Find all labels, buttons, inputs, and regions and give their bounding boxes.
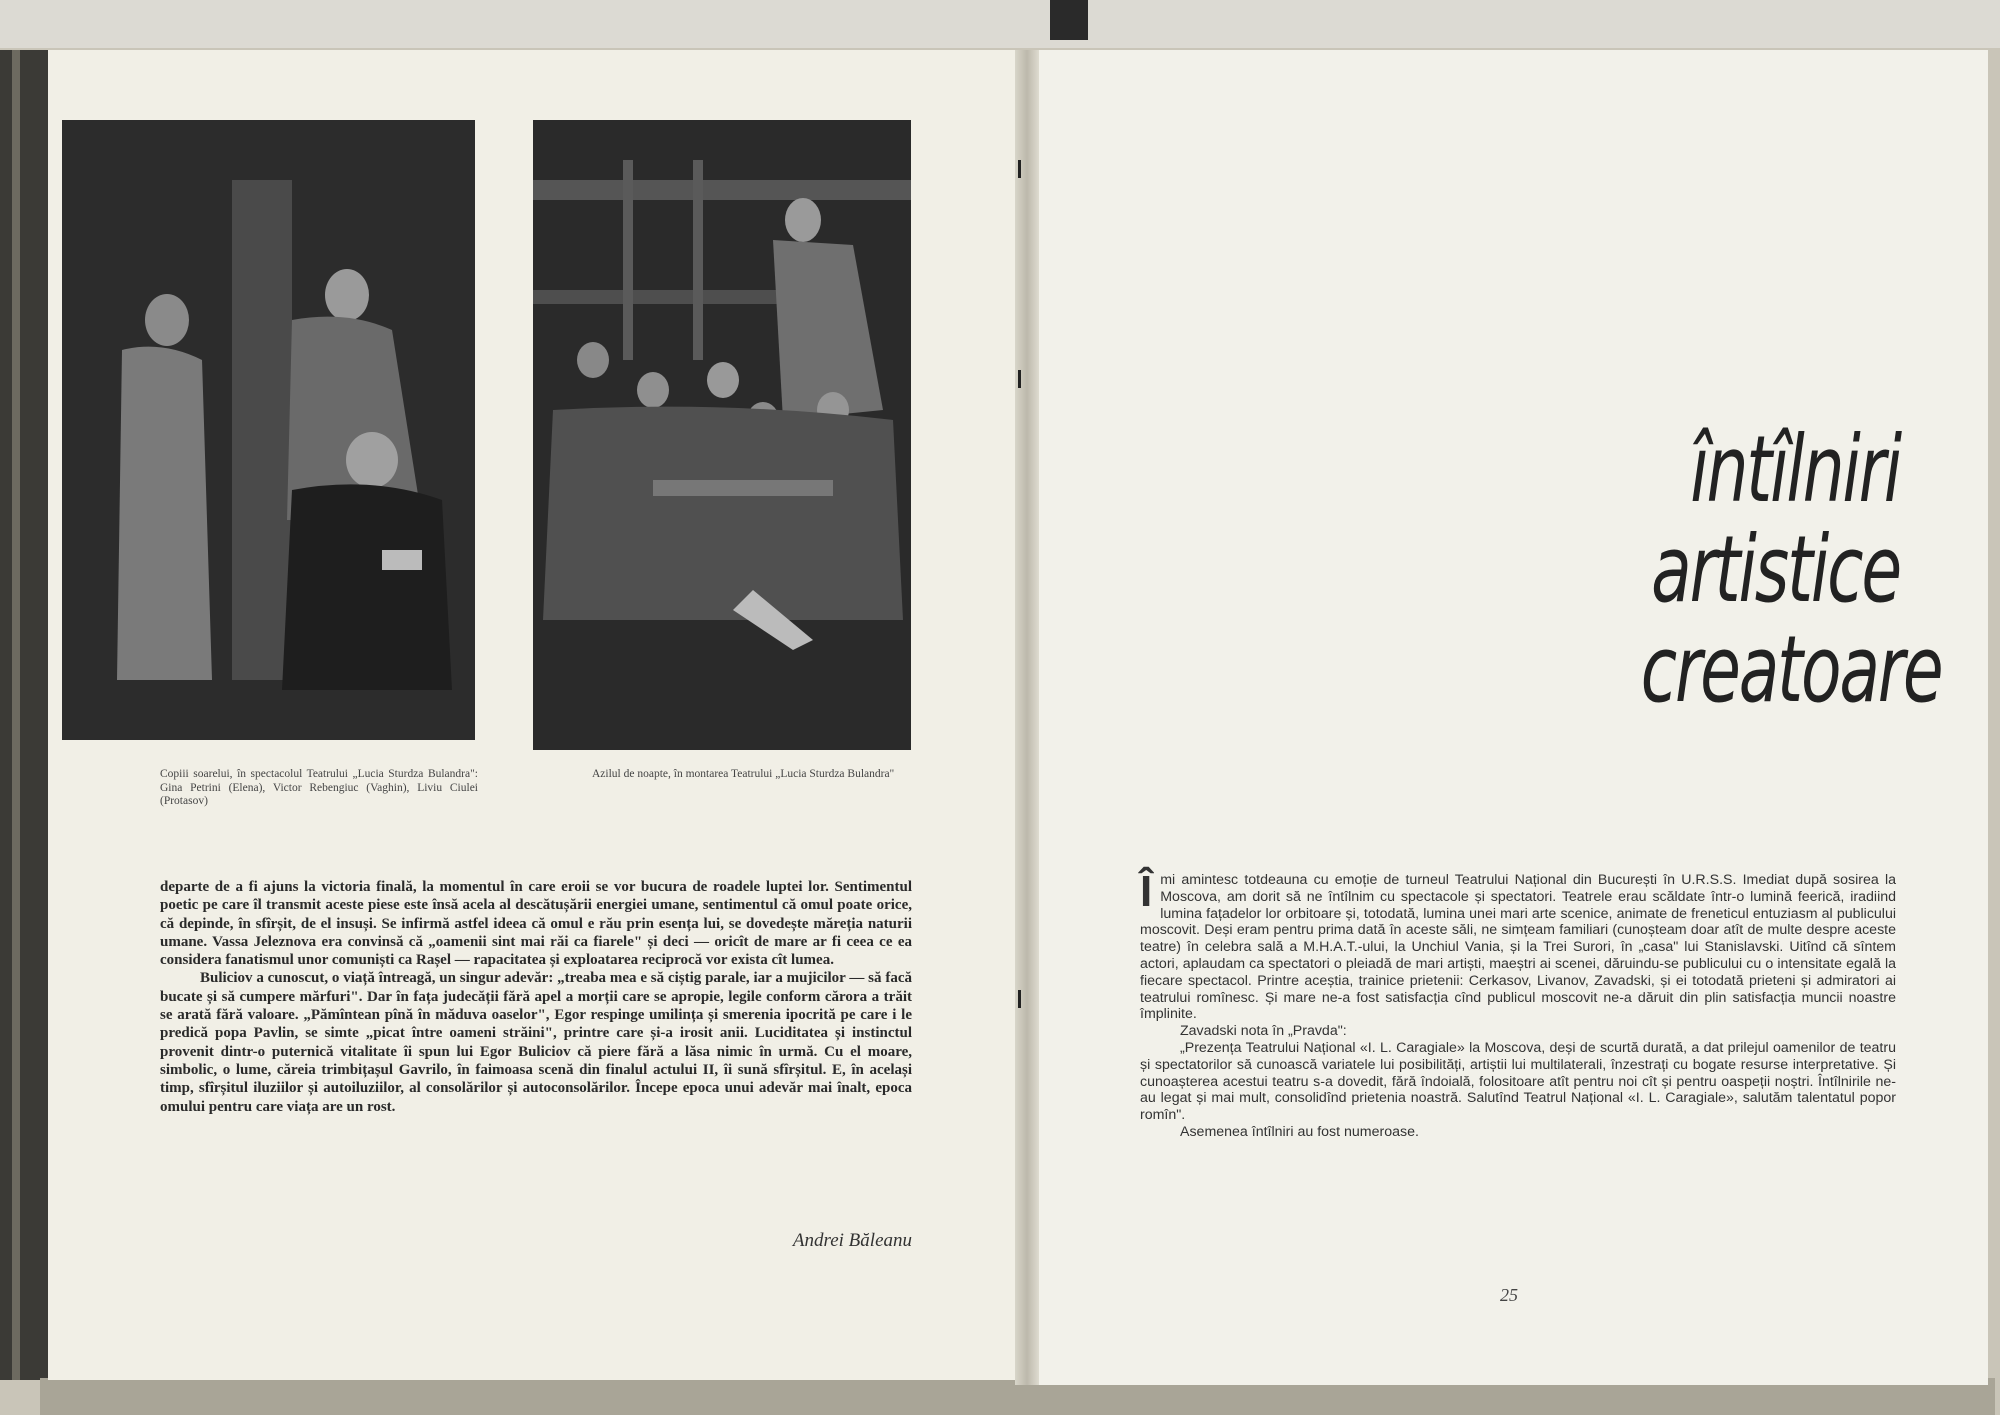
drop-cap: Î <box>1140 867 1153 916</box>
title-line: artistice <box>1651 516 1900 623</box>
binding-thread <box>1018 990 1021 1008</box>
paragraph: „Prezența Teatrului Național «I. L. Caragiale» la Moscova, deși de scurtă durată, a dat prilejul oamenilor de teatru și spectatorilor să cunoască variatele lui posibilități, artiștii lui multilaterali, înzestrați cu bogate resurse interpretative. Și cunoașterea acestui teatru s-a dovedit, fără îndoială, folositoare atît pentru noi cît și pentru oaspeții noștri. Întîlnirile ne-au legat și mai mult, consolidînd prietenia noastră. Salutînd Teatrul Național «I. L. Caragiale», salutăm talentatul popor romîn". <box>1140 1039 1896 1124</box>
title-line: creatoare <box>1640 616 1942 723</box>
stage-photo-copiii-soarelui <box>62 120 475 740</box>
binding-thread <box>1018 370 1021 388</box>
paragraph: Buliciov a cunoscut, o viață întreagă, un singur adevăr: „treaba mea e să ciștig parale, iar a mujicilor — să facă bucate și să cumpere mărfuri". Dar în fața judecății fără apel a morții care se apropie, legile conform cărora a trăit se arată fără valoare. „Pămîntean pînă în măduva oaselor", Egor respinge umilința și smerenia ipocrită pe care i le predică popa Pavlin, se simte „picat între oameni străini", printre care și-a irosit anii. Luciditatea și instinctul provenit dintr-o puternică vitalitate îi spun lui Egor Buliciov că piere fără a lăsa nimic în urmă. Cu el moare, simbolic, o lume, căreia trimbițașul Gavrilo, în faimoasa scenă din finalul actului II, îi sună sfîrșitul. E, în același timp, sfîrșitul iluziilor și autoiluziilor, al consolărilor și autoconsolărilor. Începe epoca unui adevăr mai înalt, epoca omului pentru care viața are un rost. <box>160 970 912 1115</box>
article-body-right <box>1140 867 1896 1141</box>
book-binding-edge <box>12 50 20 1380</box>
spine-mark <box>1050 0 1088 40</box>
article-body-left <box>160 878 912 1116</box>
paragraph <box>1140 867 1896 1023</box>
author-signature: Andrei Băleanu <box>792 1230 912 1251</box>
paragraph: Asemenea întîlniri au fost numeroase. <box>1180 1123 1419 1140</box>
paragraph-text: mi amintesc totdeauna cu emoție de turneul Teatrului Național din București în U.R.S.S. Imediat după sosirea la Moscova, am dorit să ne întîlnim cu spectacole și spectatori. Teatrele erau scăldate într-o lumină feerică, iradiind lumina fațadelor lor orbitoare și, totodată, lumina unei mari arte scenice, animate de freneticul entuziasm al publicului moscovit. Deși eram pentru prima dată în aceste săli, ne simțeam familiari (cunoșteam doar atît de multe despre aceste teatre) în celebra sală a M.H.A.T.-ului, la Unchiul Vania, și la Trei Surori, în „casa" lui Stanislavski. Uitînd că sîntem actori, aplaudam ca spectatori o pleiadă de mari artiști, maeștri ai scenei, dăruindu-se publicului cu o intensitate egală la fiecare spectacol. Printre aceștia, trainice prietenii: Cerkasov, Livanov, Zavadski, și ei totodată prieteni și admiratori ai teatrului romînesc. Și mare ne-a fost satisfacția cînd publicul moscovit ne-a dăruit din plin satisfacția muncii noastre împlinite. <box>1140 872 1896 1023</box>
photo-caption-1: Copiii soarelui, în spectacolul Teatrului „Lucia Sturdza Bulandra": Gina Petrini (Elena), Victor Rebengiuc (Vaghin), Liviu Ciulei (Protasov) <box>160 768 478 807</box>
paragraph: Zavadski nota în „Pravda": <box>1180 1023 1347 1040</box>
photo-caption-2: Azilul de noapte, în montarea Teatrului „Lucia Sturdza Bulandra" <box>592 768 895 780</box>
scanner-background <box>0 0 2000 48</box>
page-gutter <box>1015 50 1039 1385</box>
stage-photo-azilul-de-noapte <box>533 120 911 750</box>
page-number: 25 <box>1500 1285 1518 1305</box>
article-title <box>1640 416 1942 723</box>
title-line: întîlniri <box>1690 416 1900 523</box>
binding-thread <box>1018 160 1021 178</box>
paragraph: departe de a fi ajuns la victoria finală, la momentul în care eroii se vor bucura de roadele luptei lor. Sentimentul poetic pe care îl transmit aceste piese este însă acela al descătușării energiei umane, sentimentul că omul poate orice, că depinde, în sfîrșit, de el insuși. Se infirmă astfel ideea că omul e rău prin esența lui, se dovedește măreția naturii umane. Vassa Jeleznova era convinsă că „oamenii sint mai răi ca fiarele" și deci — oricît de mare ar fi ceea ce ea considera fanatismul unor comuniști ca Rașel — rapacitatea și exploatarea reciprocă vor exista cît lumea. <box>160 879 912 969</box>
